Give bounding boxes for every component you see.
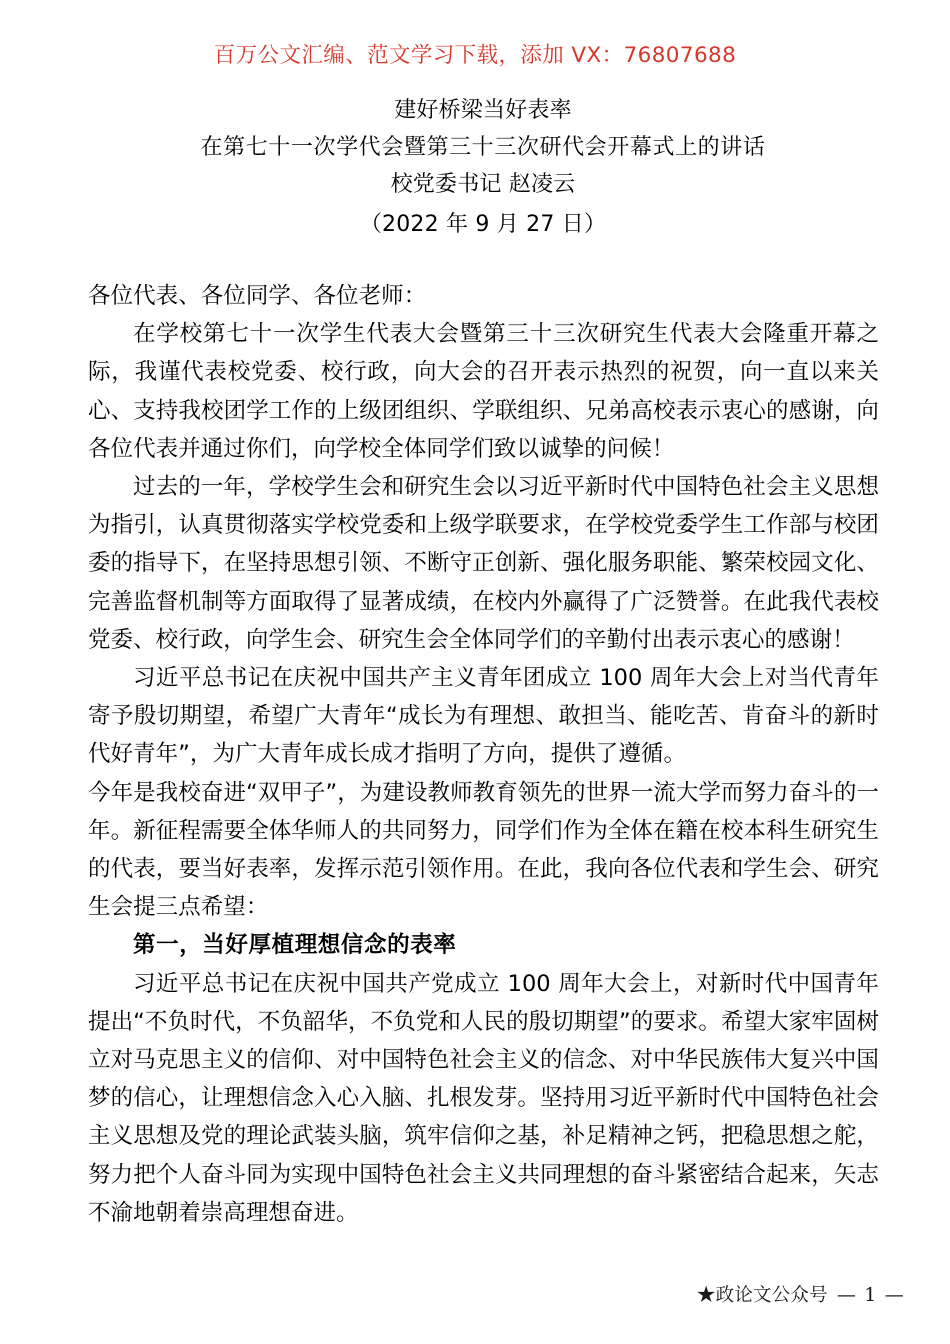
paragraph-point-one-body: 习近平总书记在庆祝中国共产党成立 100 周年大会上，对新时代中国青年提出“不负时代，不负韶华，不负党和人民的殷切期望”的要求。希望大家牢固树立对马克思主义的信仰、对中国特色社会主义的信念、对中华民族伟大复兴中国梦的信心，让理想信念入心入脑、扎根发芽。坚持用习近平新时代中国特色社会主义思想及党的理论武装头脑，筑牢信仰之基，补足精神之钙，把稳思想之舵，努力把个人奋斗同为实现中国特色社会主义共同理想的奋斗紧密结合起来，矢志不渝地朝着崇高理想奋进。 bbox=[88, 970, 879, 1226]
paragraph-youth-league-quote: 习近平总书记在庆祝中国共产主义青年团成立 100 周年大会上对当代青年寄予殷切期望，希望广大青年“成长为有理想、敢担当、能吃苦、肯奋斗的新时代好青年”，为广大青年成长成才指明了方向，提供了遵循。 bbox=[88, 665, 879, 768]
paragraph-past-year-review: 过去的一年，学校学生会和研究生会以习近平新时代中国特色社会主义思想为指引，认真贯彻落实学校党委和上级学联要求，在学校党委学生工作部与校团委的指导下，在坚持思想引领、不断守正创新、强化服务职能、繁荣校园文化、完善监督机制等方面取得了显著成绩，在校内外赢得了广泛赞誉。在此我代表校党委、校行政，向学生会、研究生会全体同学们的辛勤付出表示衷心的感谢！ bbox=[88, 474, 879, 653]
document-heading: 建好桥梁当好表率 bbox=[394, 98, 572, 123]
document-speaker: 校党委书记 赵凌云 bbox=[390, 172, 576, 197]
footer-stamp: ★政论文公众号 bbox=[696, 1285, 828, 1306]
promo-banner: 百万公文汇编、范文学习下载，添加 VX：76807688 bbox=[213, 43, 737, 68]
page-number: — 1 — bbox=[836, 1284, 905, 1306]
document-body bbox=[88, 277, 879, 1232]
document-date: （2022 年 9 月 27 日） bbox=[359, 212, 607, 237]
heading-point-one: 第一，当好厚植理想信念的表率 bbox=[133, 932, 457, 959]
paragraph-double-jiazi-goals: 今年是我校奋进“双甲子”，为建设教师教育领先的世界一流大学而努力奋斗的一年。新征程需要全体华师人的共同努力，同学们作为全体在籍在校本科生研究生的代表，要当好表率，发挥示范引领作用。在此，我向各位代表和学生会、研究生会提三点希望： bbox=[88, 779, 879, 921]
paragraph-salutation: 各位代表、各位同学、各位老师： bbox=[88, 283, 427, 309]
title-block bbox=[88, 92, 878, 247]
footer-inner bbox=[697, 1283, 905, 1308]
paragraph-opening-congratulations: 在学校第七十一次学生代表大会暨第三十三次研究生代表大会隆重开幕之际，我谨代表校党委、校行政，向大会的召开表示热烈的祝贺，向一直以来关心、支持我校团学工作的上级团组织、学联组织、兄弟高校表示衷心的感谢，向各位代表并通过你们，向学校全体同学们致以诚挚的问候！ bbox=[88, 321, 879, 462]
page-footer bbox=[0, 1283, 950, 1317]
document-subheading: 在第七十一次学代会暨第三十三次研代会开幕式上的讲话 bbox=[200, 135, 766, 160]
